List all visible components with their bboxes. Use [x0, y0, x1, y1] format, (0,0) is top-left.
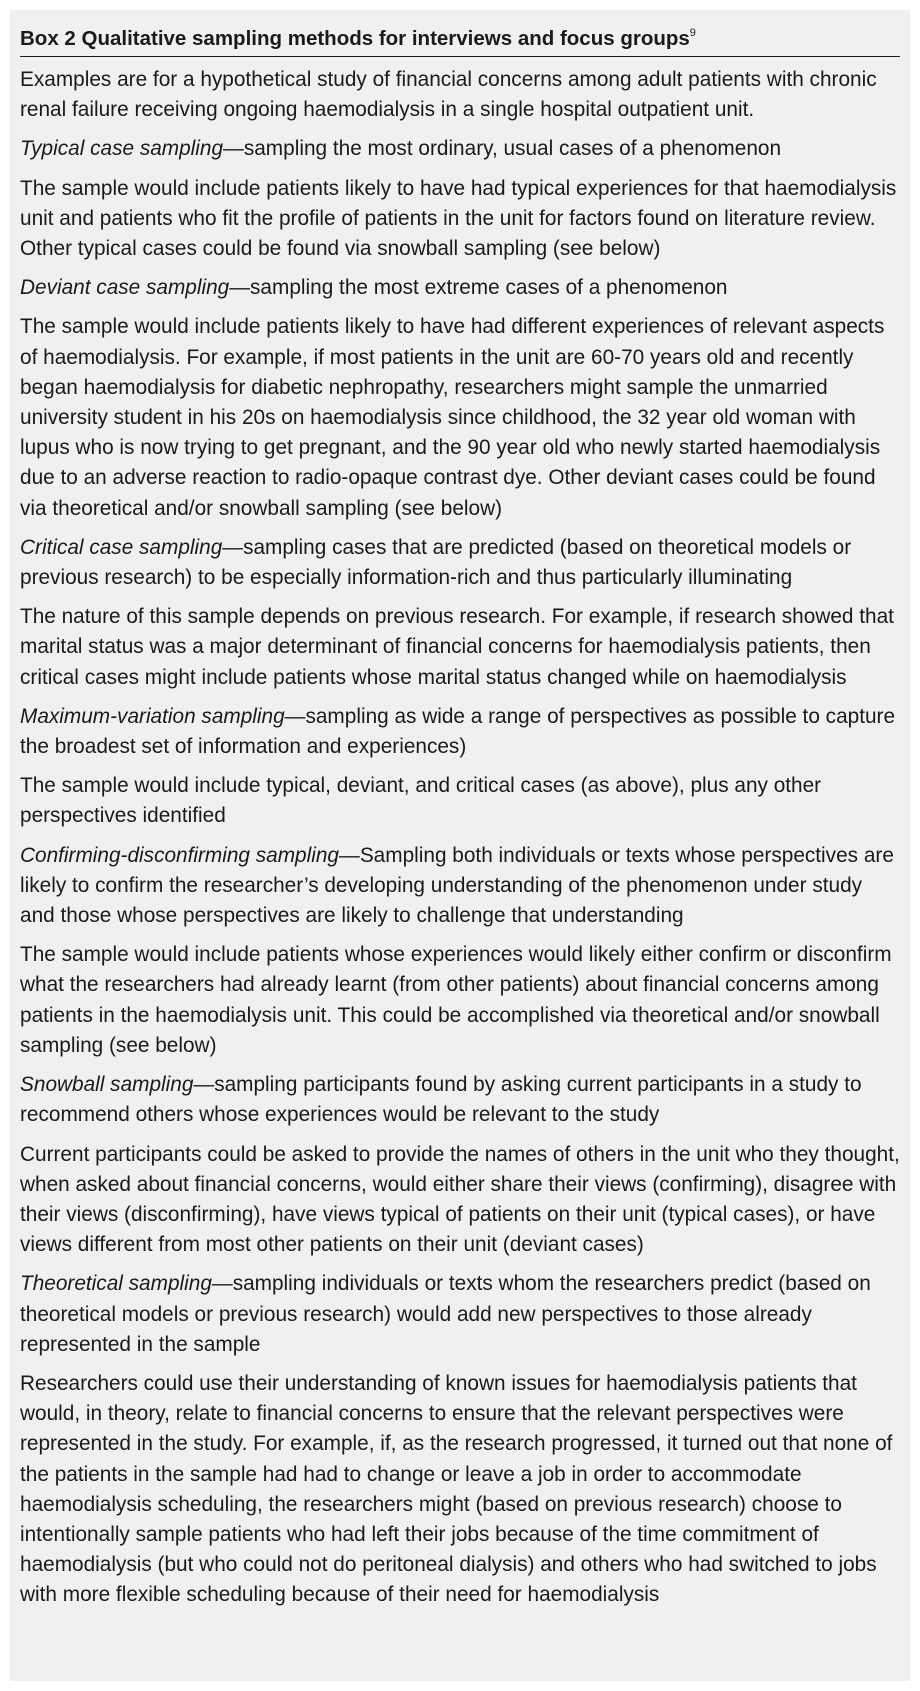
box-title — [20, 26, 900, 57]
method-example-critical: The nature of this sample depends on previous research. For example, if research showed that marital status was a major determinant of financial concerns for haemodialysis patients, then critical cases might include patients whose marital status changed while on haemodialysis — [20, 605, 894, 689]
method-term: Typical case sampling — [20, 137, 224, 161]
sampling-methods-box — [10, 10, 910, 1681]
method-definition: —sampling as wide a range of perspectives as possible to capture the broadest set of information and experiences) — [20, 704, 896, 759]
method-definition: —Sampling both individuals or texts whose perspectives are likely to confirm the researcher’s developing understanding of the phenomenon under study and those whose perspectives are likely to challenge that understanding — [20, 843, 894, 928]
method-example-theoretical: Researchers could use their understanding of known issues for haemodialysis patients that would, in theory, relate to financial concerns to ensure that the relevant perspectives were represented in the study. For example, if, as the research progressed, it turned out that none of the patients in the sample had had to change or leave a job in order to accommodate haemodialysis scheduling, the researchers might (based on previous research) choose to intentionally sample patients who had left their jobs because of the time commitment of haemodialysis (but who could not do peritoneal dialysis) and others who had switched to jobs with more flexible scheduling because of their need for haemodialysis — [20, 1371, 893, 1607]
method-term: Critical case sampling — [20, 535, 223, 559]
method-definition: —sampling cases that are predicted (based on theoretical models or previous research) to be especially information-rich and thus particularly illuminating — [20, 535, 852, 590]
method-example-deviant: The sample would include patients likely to have had different experiences of relevant aspects of haemodialysis. For example, if most patients in the unit are 60-70 years old and recently began haemodialysis for diabetic nephropathy, researchers might sample the unmarried university student in his 20s on haemodialysis since childhood, the 32 year old woman with lupus who is now trying to get pregnant, and the 90 year old who newly started haemodialysis due to an adverse reaction to radio-opaque contrast dye. Other deviant cases could be found via theoretical and/or snowball sampling (see below) — [20, 315, 885, 520]
method-term: Deviant case sampling — [20, 276, 230, 300]
method-definition-critical — [20, 533, 900, 593]
method-definition: —sampling the most extreme cases of a phenomenon — [229, 276, 728, 300]
method-example-maximum-variation: The sample would include typical, deviant, and critical cases (as above), plus any other perspectives identified — [20, 774, 822, 828]
method-definition-snowball — [20, 1070, 900, 1130]
method-definition-confirming-disconfirming — [20, 841, 900, 932]
intro-paragraph: Examples are for a hypothetical study of financial concerns among adult patients with chronic renal failure receiving ongoing haemodialysis in a single hospital outpatient unit. — [20, 68, 877, 122]
method-term: Theoretical sampling — [20, 1272, 212, 1296]
method-definition-deviant — [20, 273, 900, 303]
box-title-text: Box 2 Qualitative sampling methods for interviews and focus groups — [20, 27, 690, 50]
method-definition-maximum-variation — [20, 702, 900, 762]
method-definition: —sampling individuals or texts whom the researchers predict (based on theoretical models or previous research) would add new perspectives to those already represented in the sample — [20, 1272, 871, 1356]
method-definition: —sampling participants found by asking current participants in a study to recommend others whose experiences would be relevant to the study — [20, 1073, 862, 1127]
method-term: Confirming-disconfirming sampling — [20, 843, 340, 867]
method-definition-typical — [20, 134, 900, 164]
method-definition: —sampling the most ordinary, usual cases of a phenomenon — [223, 137, 782, 161]
method-term: Snowball sampling — [20, 1073, 194, 1097]
method-example-typical: The sample would include patients likely to have had typical experiences for that haemodialysis unit and patients who fit the profile of patients in the unit for factors found on literature review. Other typical cases could be found via snowball sampling (see below) — [20, 176, 897, 261]
method-term: Maximum-variation sampling — [20, 704, 285, 728]
method-example-confirming-disconfirming: The sample would include patients whose experiences would likely either confirm or disconfirm what the researchers had already learnt (from other patients) about financial concerns among patients in the haemodialysis unit. This could be accomplished via theoretical and/or snowball sampling (see below) — [20, 943, 892, 1057]
box-title-reference: 9 — [689, 27, 696, 39]
method-example-snowball: Current participants could be asked to provide the names of others in the unit who they thought, when asked about financial concerns, would either share their views (confirming), disagree with their views (disconfirming), have views typical of patients on their unit (typical cases), or have views different from most other patients on their unit (deviant cases) — [20, 1142, 900, 1257]
method-definition-theoretical — [20, 1269, 900, 1360]
